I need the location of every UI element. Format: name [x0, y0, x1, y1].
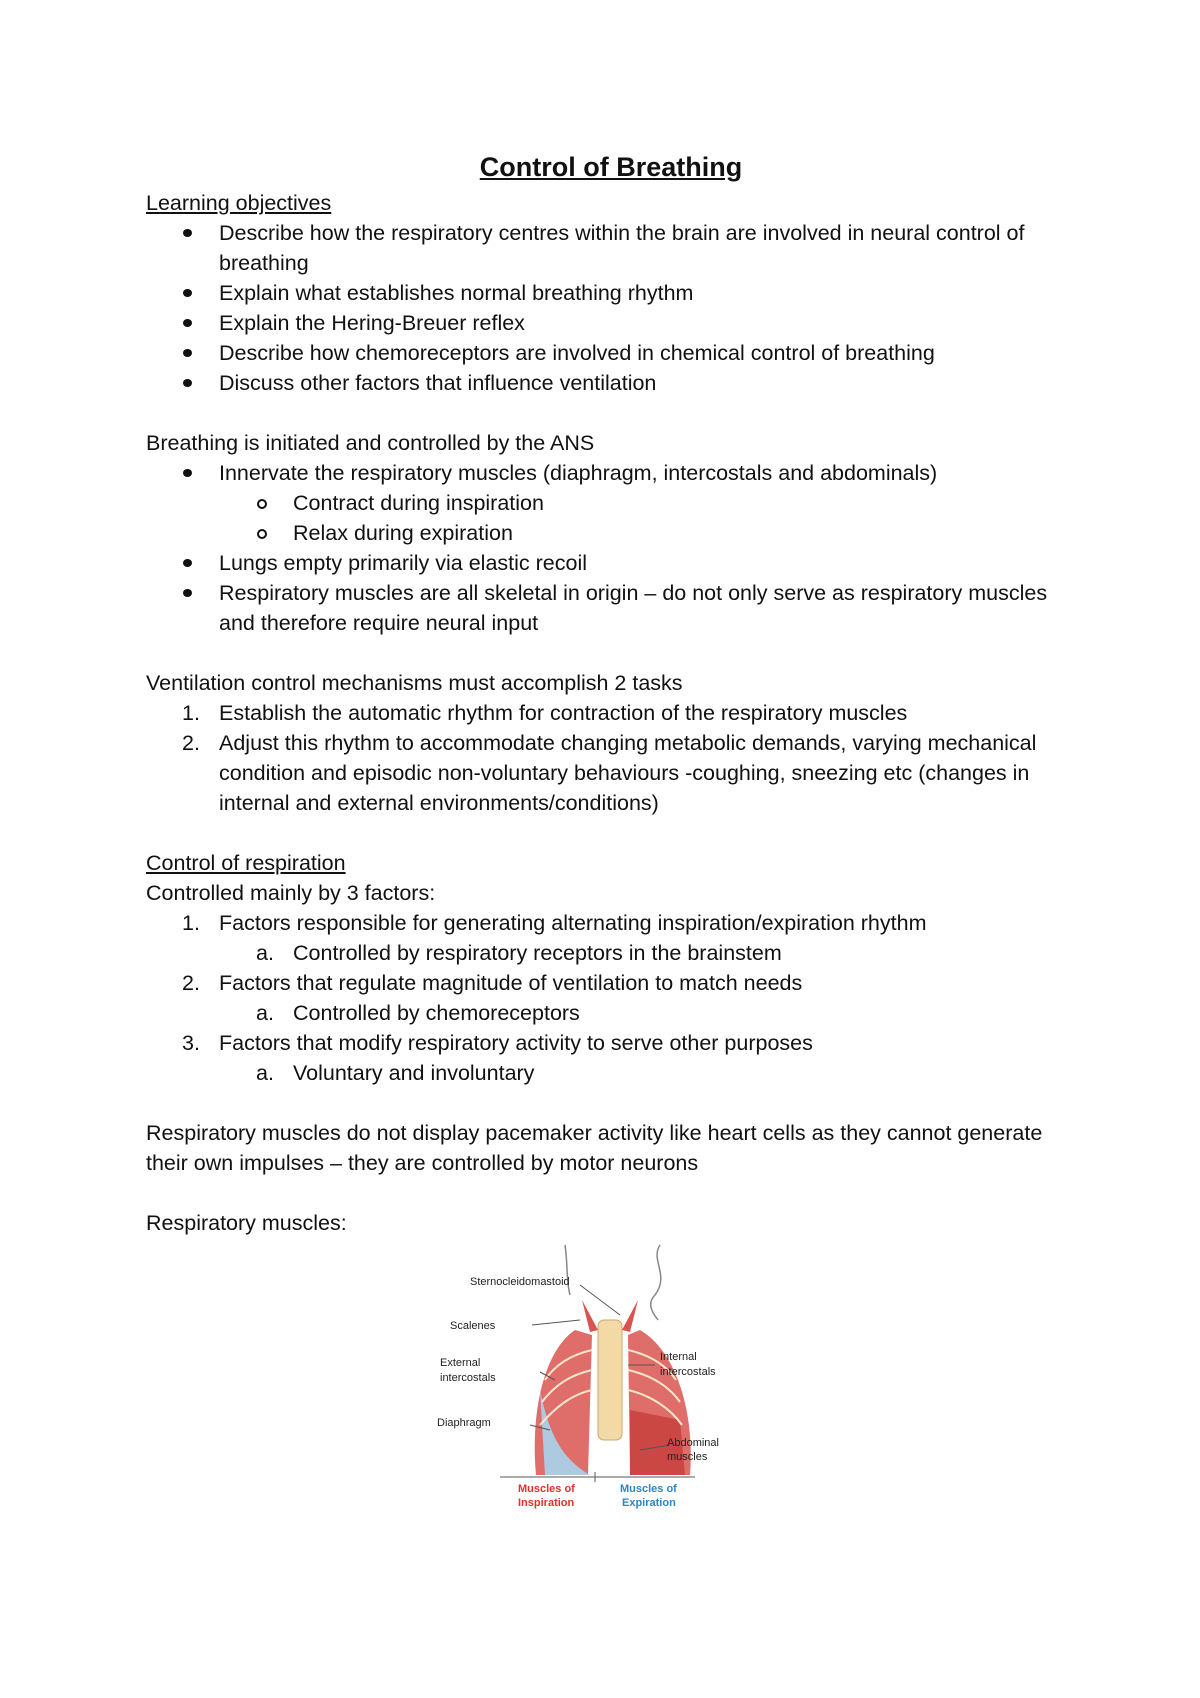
label-internal-1: Internal — [660, 1351, 697, 1363]
control-intro: Controlled mainly by 3 factors: — [146, 881, 436, 905]
label-sternocleidomastoid: Sternocleidomastoid — [470, 1276, 570, 1288]
objectives-heading: Learning objectives — [146, 191, 332, 215]
label-internal-2: intercostals — [660, 1366, 716, 1378]
ventilation-list — [146, 698, 1076, 818]
sternocleidomastoid-shape — [622, 1300, 638, 1332]
bullet-icon — [183, 319, 192, 327]
list-item: Explain the Hering-Breuer reflex — [146, 308, 1076, 338]
sub-list-item: a. Controlled by respiratory receptors in the brainstem — [256, 941, 782, 965]
list-item: 2. Factors that regulate magnitude of ventilation to match needs — [182, 971, 803, 995]
label-expiration-2: Expiration — [622, 1497, 676, 1509]
bullet-icon — [183, 229, 192, 237]
ans-heading: Breathing is initiated and controlled by the ANS — [146, 431, 595, 455]
circle-bullet-icon — [257, 499, 267, 509]
page-title: Control of Breathing — [479, 152, 743, 182]
muscles-heading: Respiratory muscles: — [146, 1211, 347, 1235]
list-item: Describe how chemoreceptors are involved in chemical control of breathing — [146, 338, 1076, 368]
scalenes-shape — [582, 1300, 598, 1332]
list-item: Explain what establishes normal breathing rhythm — [146, 278, 1076, 308]
sub-list-item: a. Controlled by chemoreceptors — [256, 1001, 580, 1025]
list-item: 3. Factors that modify respiratory activity to serve other purposes — [182, 1031, 813, 1055]
list-item: 1. Establish the automatic rhythm for contraction of the respiratory muscles — [182, 701, 908, 725]
list-item: Lungs empty primarily via elastic recoil — [146, 548, 1076, 578]
list-item: Discuss other factors that influence ventilation — [146, 368, 1076, 398]
face-outline — [651, 1245, 661, 1320]
list-item: Innervate the respiratory muscles (diaphragm, intercostals and abdominals) — [146, 458, 1076, 488]
bullet-icon — [183, 379, 192, 387]
bullet-icon — [183, 349, 192, 357]
sub-list-item: Contract during inspiration — [146, 488, 1076, 518]
label-abdominal-2: muscles — [667, 1451, 708, 1463]
label-abdominal-1: Abdominal — [667, 1437, 719, 1449]
label-diaphragm: Diaphragm — [437, 1417, 491, 1429]
list-item: 1. Factors responsible for generating alternating inspiration/expiration rhythm — [182, 911, 927, 935]
control-list — [146, 908, 1076, 1088]
bullet-icon — [183, 589, 192, 597]
label-expiration-1: Muscles of — [620, 1483, 677, 1495]
sternum-shape — [598, 1320, 622, 1440]
list-item: 2. Adjust this rhythm to accommodate changing metabolic demands, varying mechanical condition and episodic non-voluntary behaviours -coughing, sneezing etc (changes in internal and external environments/conditions) — [182, 731, 1037, 815]
ans-list — [146, 458, 1076, 638]
respiratory-muscles-figure — [437, 1240, 770, 1540]
list-item: Respiratory muscles are all skeletal in origin – do not only serve as respiratory muscles and therefore require neural input — [146, 578, 1076, 638]
bullet-icon — [183, 559, 192, 567]
circle-bullet-icon — [257, 529, 267, 539]
control-heading: Control of respiration — [146, 851, 346, 875]
label-inspiration-2: Inspiration — [518, 1497, 575, 1509]
ventilation-heading: Ventilation control mechanisms must accomplish 2 tasks — [146, 671, 683, 695]
label-inspiration-1: Muscles of — [518, 1483, 575, 1495]
bullet-icon — [183, 469, 192, 477]
pacemaker-paragraph: Respiratory muscles do not display pacemaker activity like heart cells as they cannot generate their own impulses – they are controlled by motor neurons — [146, 1121, 1043, 1175]
objectives-list — [146, 218, 1076, 398]
document-page — [146, 150, 1076, 1238]
label-external-2: intercostals — [440, 1372, 496, 1384]
sub-list-item: a. Voluntary and involuntary — [256, 1061, 535, 1085]
list-item: Describe how the respiratory centres within the brain are involved in neural control of breathing — [146, 218, 1076, 278]
label-external-1: External — [440, 1357, 481, 1369]
bullet-icon — [183, 289, 192, 297]
sub-list-item: Relax during expiration — [146, 518, 1076, 548]
label-scalenes: Scalenes — [450, 1320, 496, 1332]
